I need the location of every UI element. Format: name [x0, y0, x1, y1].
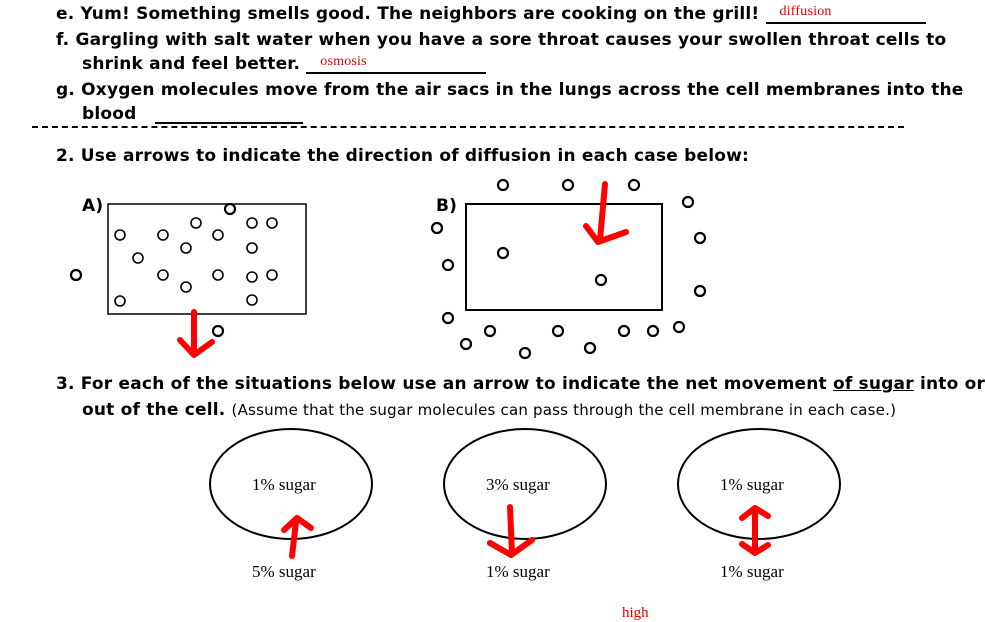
cell3-arrow — [742, 508, 768, 553]
box-b — [466, 204, 662, 310]
q3-note: (Assume that the sugar molecules can pass through the cell membrane in each case.) — [231, 401, 897, 419]
next-question-answer: high — [622, 605, 649, 621]
cell-2 — [444, 429, 606, 539]
q3-prompt-start: 3. For each of the situations below use an arrow to indicate the net movement — [56, 374, 827, 394]
q1g-question-end: blood — [82, 104, 137, 124]
q2-label-a: A) — [82, 196, 104, 216]
q2-prompt: 2. Use arrows to indicate the direction of diffusion in each case below: — [56, 146, 750, 166]
molecules-a — [71, 204, 277, 336]
cell-3 — [678, 429, 840, 539]
cell2-arrow — [490, 507, 532, 555]
q1g-line1: g. Oxygen molecules move from the air sacs in the lungs across the cell membranes into the — [56, 80, 964, 100]
q1e-question: e. Yum! Something smells good. The neighbors are cooking on the grill! — [56, 4, 760, 24]
q2-label-b: B) — [436, 196, 458, 216]
cell1-inside-label: 1% sugar — [252, 475, 316, 494]
q3-prompt-emphasis: of sugar — [832, 374, 914, 394]
q1e-answer: diffusion — [779, 4, 832, 19]
q1f-line1: f. Gargling with salt water when you have a sore throat causes your swollen throat cells to — [56, 30, 947, 50]
molecules-b — [432, 180, 705, 358]
cell1-outside-label: 5% sugar — [252, 562, 316, 581]
cell3-inside-label: 1% sugar — [720, 475, 784, 494]
q3-line2-bold: out of the cell. — [82, 400, 226, 420]
arrow-a — [180, 312, 212, 355]
arrow-b — [586, 184, 626, 242]
cell2-inside-label: 3% sugar — [486, 475, 550, 494]
q3-prompt-end: into or — [919, 374, 985, 394]
q1f-answer: osmosis — [320, 54, 367, 69]
q1f-question-end: shrink and feel better. — [82, 54, 301, 74]
cell2-outside-label: 1% sugar — [486, 562, 550, 581]
cell3-outside-label: 1% sugar — [720, 562, 784, 581]
cell1-arrow — [284, 518, 311, 556]
